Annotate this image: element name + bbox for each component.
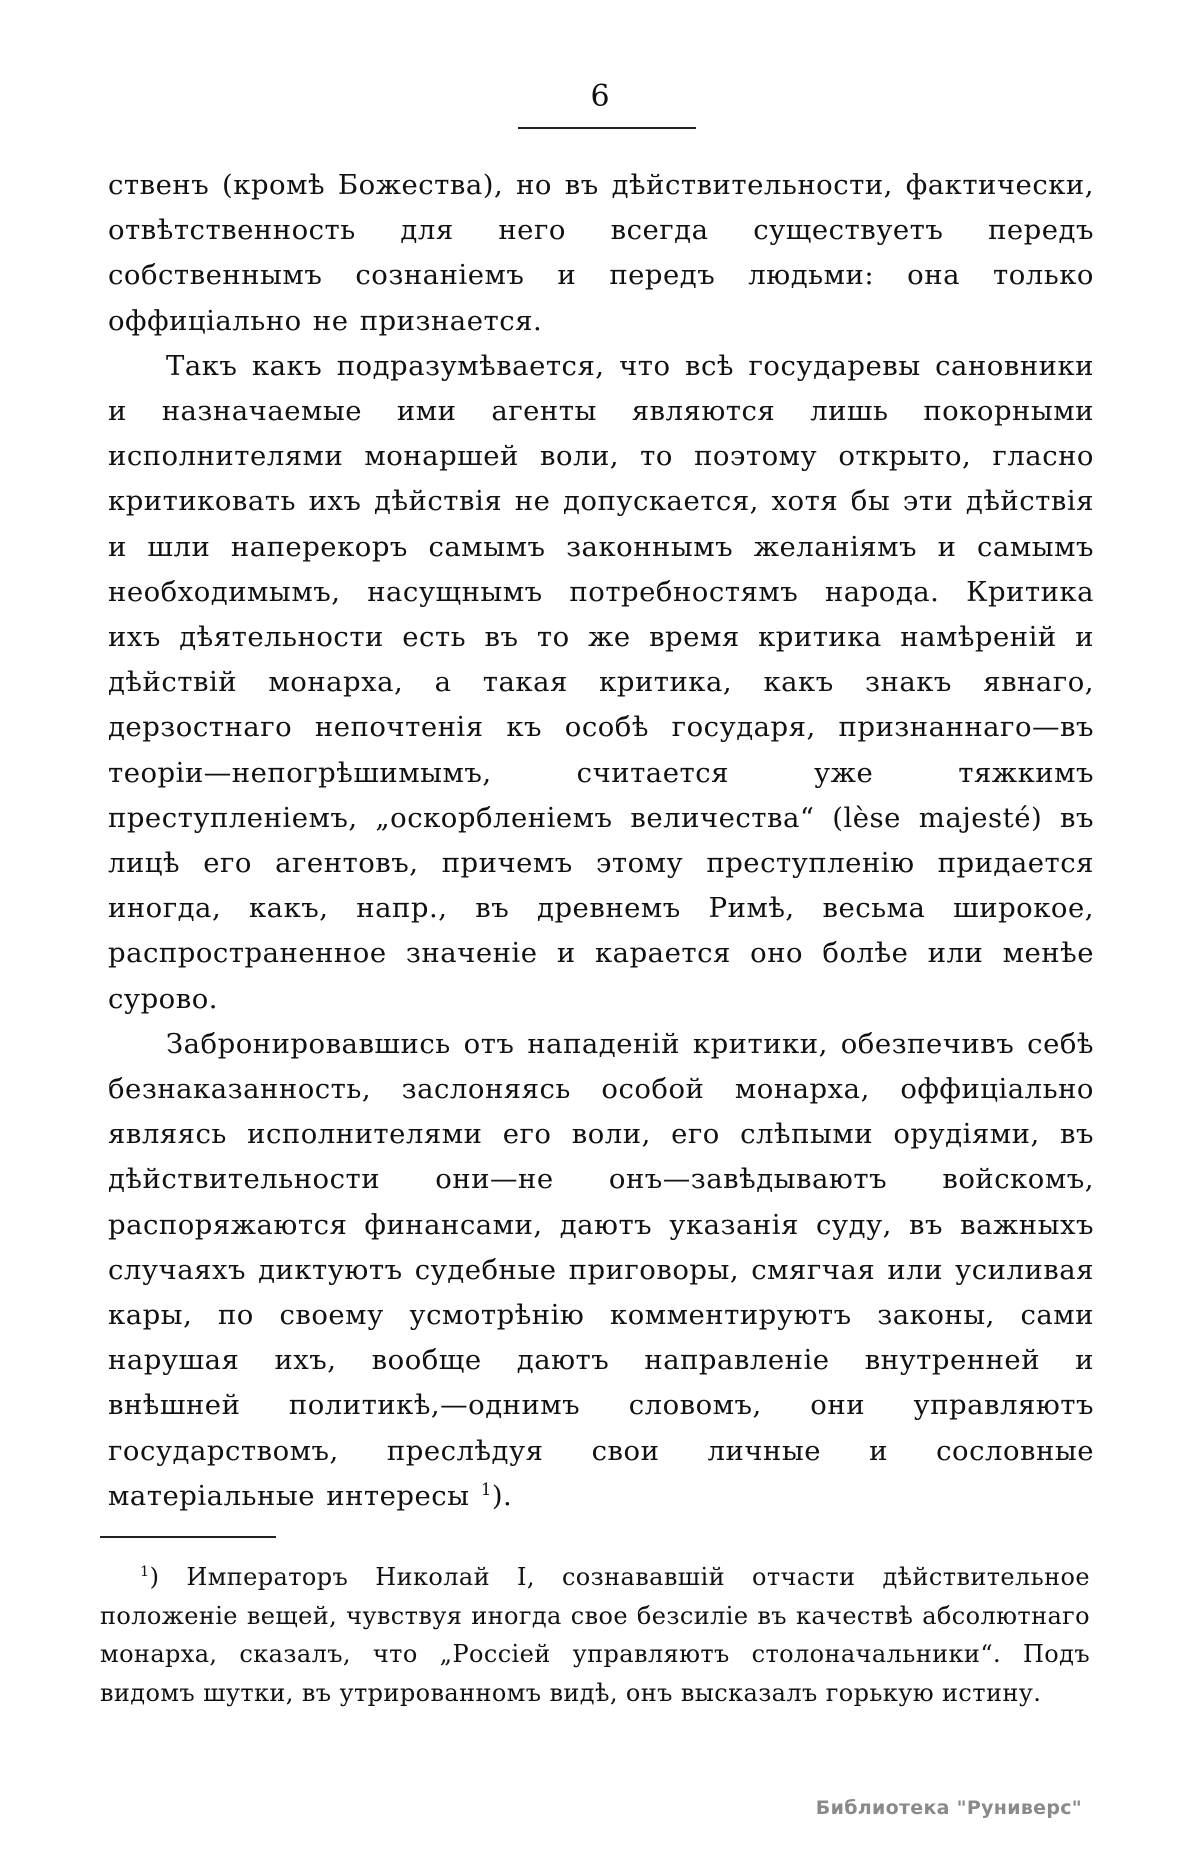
page-number [0, 80, 1200, 114]
library-watermark: Библиотека "Руниверс" [815, 1797, 1082, 1819]
paragraph-3-text: Забронировавшись отъ нападенiй критики, обезпечивъ себѣ безнаказанность, заслоняясь особой монарха, оффицiально являясь исполнителями его воли, его слѣпыми орудiями, въ дѣйствительности они—не онъ—завѣдываютъ войскомъ, распоряжаются финансами, даютъ указанiя суду, въ важныхъ случаяхъ диктуютъ судебные приговоры, смягчая или усиливая кары, по своему усмотрѣнiю комментируютъ законы, сами нарушая ихъ, вообще даютъ направленiе внутренней и внѣшней политикѣ,—однимъ словомъ, они управляютъ государствомъ, преслѣдуя свои личные и сословные матерiальные интересы [108, 1027, 1094, 1512]
footnote-text: Императоръ Николай I, сознававшiй отчасти дѣйствительное положенiе вещей, чувствуя иногда свое безсилiе въ качествѣ абсолютнаго монарха, сказалъ, что „Россiей управляютъ столоначальники“. Подъ видомъ шутки, въ утрированномъ видѣ, онъ высказалъ горькую истину. [100, 1563, 1090, 1707]
paragraph-1-text: ственъ (кромѣ Божества), но въ дѣйствительности, фактически, отвѣтственность для него всегда существуетъ передъ собственнымъ сознанiемъ и передъ людьми: она только оффицiально не признается. [108, 169, 1094, 337]
paragraph-2-text: Такъ какъ подразумѣвается, что всѣ государевы сановники и назначаемые ими агенты являются лишь покорными исполнителями монаршей воли, то поэтому открыто, гласно критиковать ихъ дѣйствiя не допускается, хотя бы эти дѣйствiя и шли наперекоръ самымъ законнымъ желанiямъ и самымъ необходимымъ, насущнымъ потребностямъ народа. Критика ихъ дѣятельности есть въ то же время критика намѣренiй и дѣйствiй монарха, а такая критика, какъ знакъ явнаго, дерзостнаго непочтенiя къ особѣ государя, признаннаго—въ теорiи—непогрѣшимымъ, считается уже тяжкимъ преступленiемъ, „оскорбленiемъ величества“ (lèse majesté) въ лицѣ его агентовъ, причемъ этому преступленiю придается иногда, какъ, напр., въ древнемъ Римѣ, весьма широкое, распространенное значенiе и карается оно болѣе или менѣе сурово. [108, 349, 1094, 1015]
body-text [108, 163, 1094, 1519]
footnote [100, 1558, 1090, 1712]
footnote-reference[interactable]: 1 [480, 1479, 492, 1499]
paragraph-1 [108, 163, 1094, 344]
footnote-paragraph [100, 1558, 1090, 1712]
footnote-marker: 1 [140, 1564, 150, 1580]
paragraph-2 [108, 344, 1094, 1022]
footnote-marker-suffix: ) [149, 1563, 160, 1591]
footnote-separator [100, 1536, 276, 1538]
page-number-rule [518, 127, 696, 129]
page-number-text: 6 [590, 79, 610, 114]
footnote-reference-suffix: ). [491, 1479, 513, 1512]
paragraph-3 [108, 1022, 1094, 1519]
